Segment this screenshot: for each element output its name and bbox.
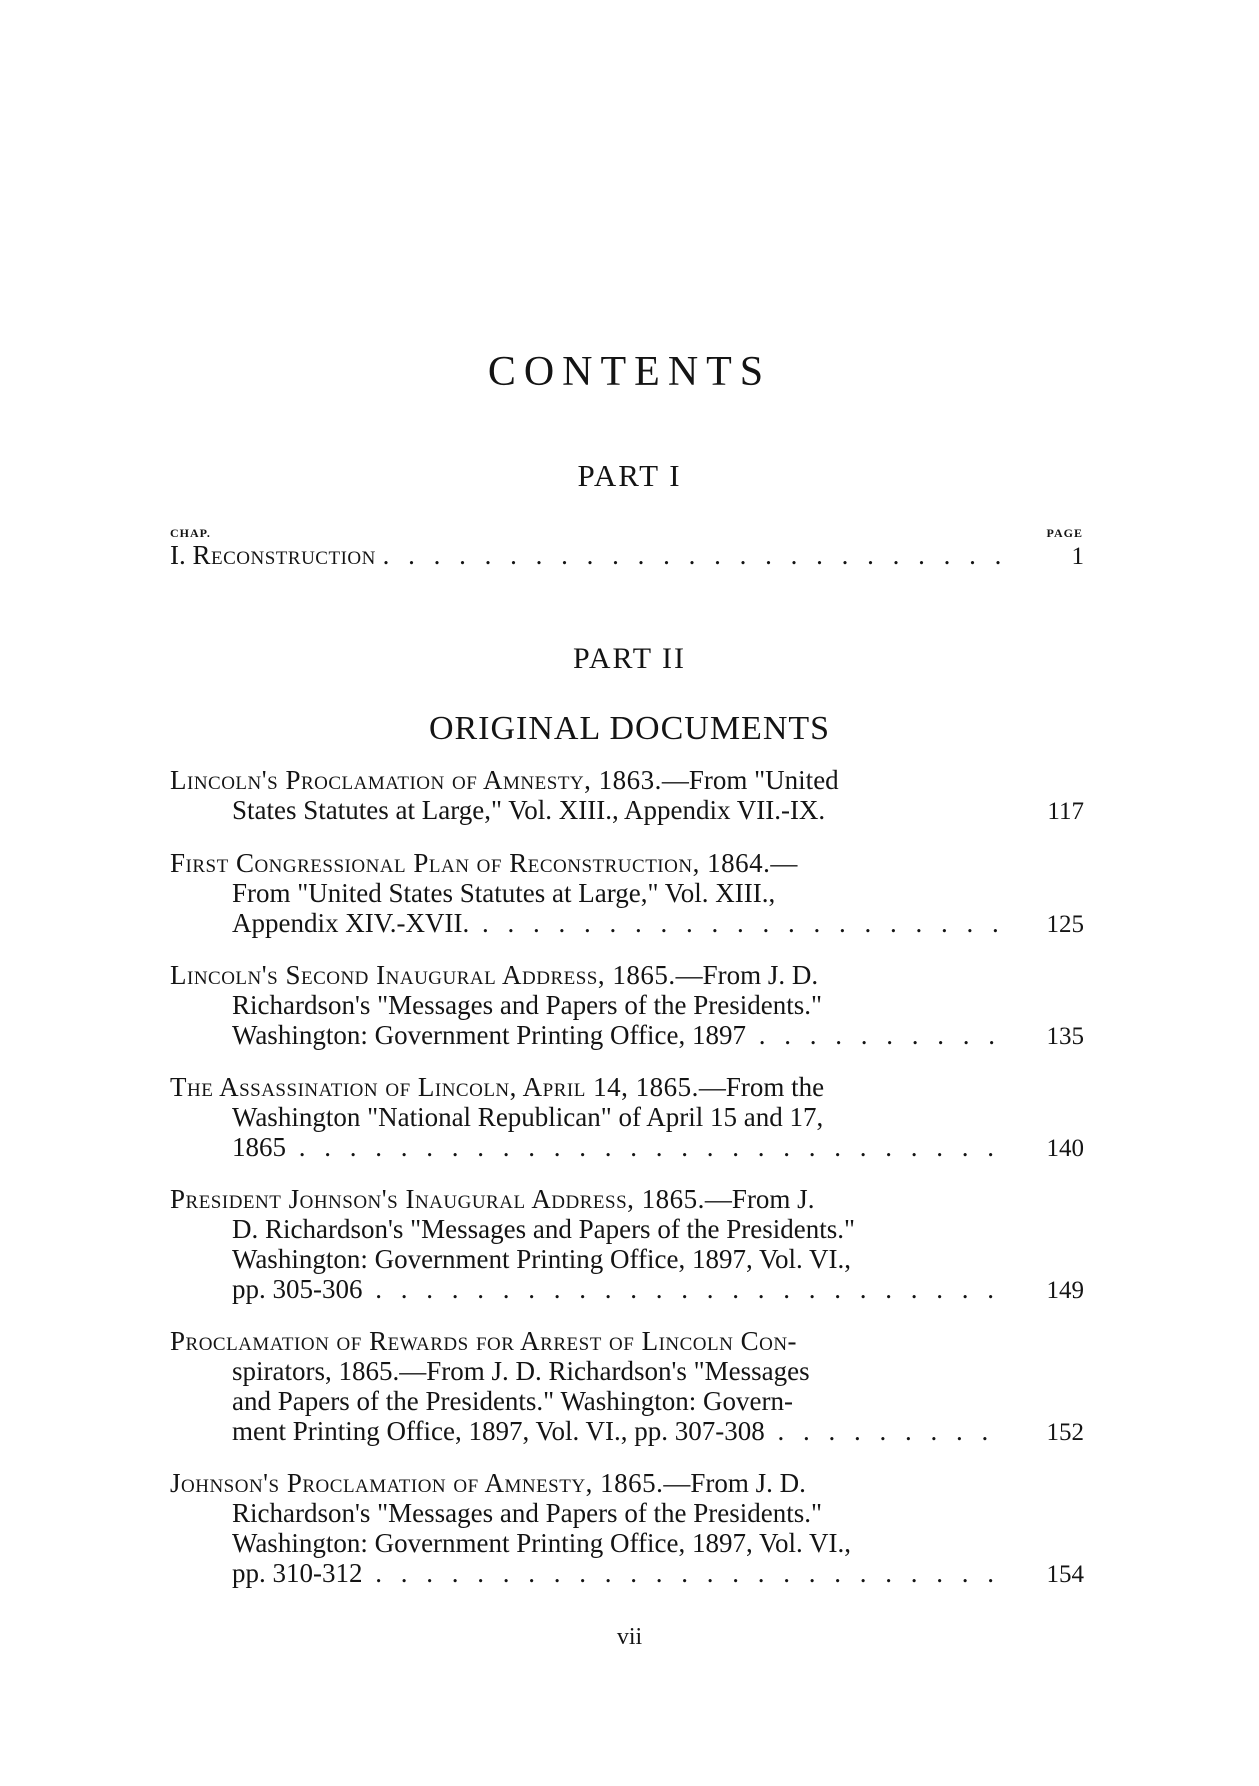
page-number: 154 [1046,1561,1084,1588]
page-column-label: PAGE [1046,526,1083,540]
doc-source-line: States Statutes at Large," Vol. XIII., Appendix VII.-IX. [232,795,826,825]
doc-source: —From J. [704,1184,815,1214]
doc-source: —From "United [661,765,839,795]
doc-source-line: Appendix XIV.-XVII. . . . [170,908,1004,938]
doc-source-line: Washington: Government Printing Office, 1897 . . . [170,1020,1004,1050]
doc-source: —From J. D. [675,960,819,990]
page-number: 152 [1046,1419,1084,1446]
doc-source: —From the [698,1072,825,1102]
page-number: 140 [1046,1135,1084,1162]
page-number: 125 [1046,911,1084,938]
doc-source-line: Richardson's "Messages and Papers of the Presidents." [232,990,823,1020]
doc-source: — [770,848,798,878]
doc-source: —From J. D. [663,1468,806,1498]
toc-doc-entry[interactable] [170,765,1084,827]
page-number: 149 [1046,1277,1084,1304]
page-title: CONTENTS [487,349,772,395]
doc-title: Lincoln's Proclamation of Amnesty, 1863. [170,765,662,795]
page-number: 135 [1046,1023,1084,1050]
doc-source-line: pp. 310-312 . . . [170,1558,1004,1588]
folio-page-number: vii [616,1624,643,1650]
doc-source-line: D. Richardson's "Messages and Papers of the Presidents." [232,1214,856,1244]
doc-source-line: From "United States Statutes at Large," Vol. XIII., [232,878,776,908]
toc-doc-entry[interactable] [170,1468,1084,1590]
toc-doc-entry[interactable] [170,848,1084,940]
doc-title: First Congressional Plan of Reconstruction, 1864. [170,848,771,878]
chapter-number: I. [170,540,186,570]
doc-source-line: ment Printing Office, 1897, Vol. VI., pp. 307-308 . . . [170,1416,1004,1446]
doc-source-line: Washington: Government Printing Office, 1897, Vol. VI., [232,1528,852,1558]
doc-source-line: pp. 305-306 . . . [170,1274,1004,1304]
part-2-heading: PART II [572,642,687,675]
doc-source-line: Washington: Government Printing Office, 1897, Vol. VI., [232,1244,852,1274]
doc-title: Proclamation of Rewards for Arrest of Lincoln Con- [170,1326,798,1356]
original-documents-heading: ORIGINAL DOCUMENTS [428,710,831,747]
toc-doc-entry[interactable] [170,1072,1084,1164]
page-number: 1 [1071,543,1084,570]
toc-doc-entry[interactable] [170,960,1084,1052]
page-number: 117 [1047,798,1084,825]
doc-source-line: 1865 . . . [170,1132,1004,1162]
doc-title: The Assassination of Lincoln, April 14, 1865. [170,1072,699,1102]
chapter-title: Reconstruction [192,540,376,570]
doc-title: Johnson's Proclamation of Amnesty, 1865. [170,1468,664,1498]
doc-title: President Johnson's Inaugural Address, 1865. [170,1184,705,1214]
doc-source-line: Washington "National Republican" of April 15 and 17, [232,1102,824,1132]
toc-doc-entry[interactable] [170,1184,1084,1306]
doc-title: Lincoln's Second Inaugural Address, 1865. [170,960,676,990]
toc-entry-reconstruction[interactable] [170,540,1084,571]
toc-doc-entry[interactable] [170,1326,1084,1448]
chap-column-label: CHAP. [170,526,211,540]
doc-source-line: spirators, 1865.—From J. D. Richardson's "Messages [232,1356,810,1386]
doc-source-line: Richardson's "Messages and Papers of the Presidents." [232,1498,823,1528]
part-1-heading: PART I [577,458,682,493]
doc-source-line: and Papers of the Presidents." Washington: Govern- [232,1386,794,1416]
